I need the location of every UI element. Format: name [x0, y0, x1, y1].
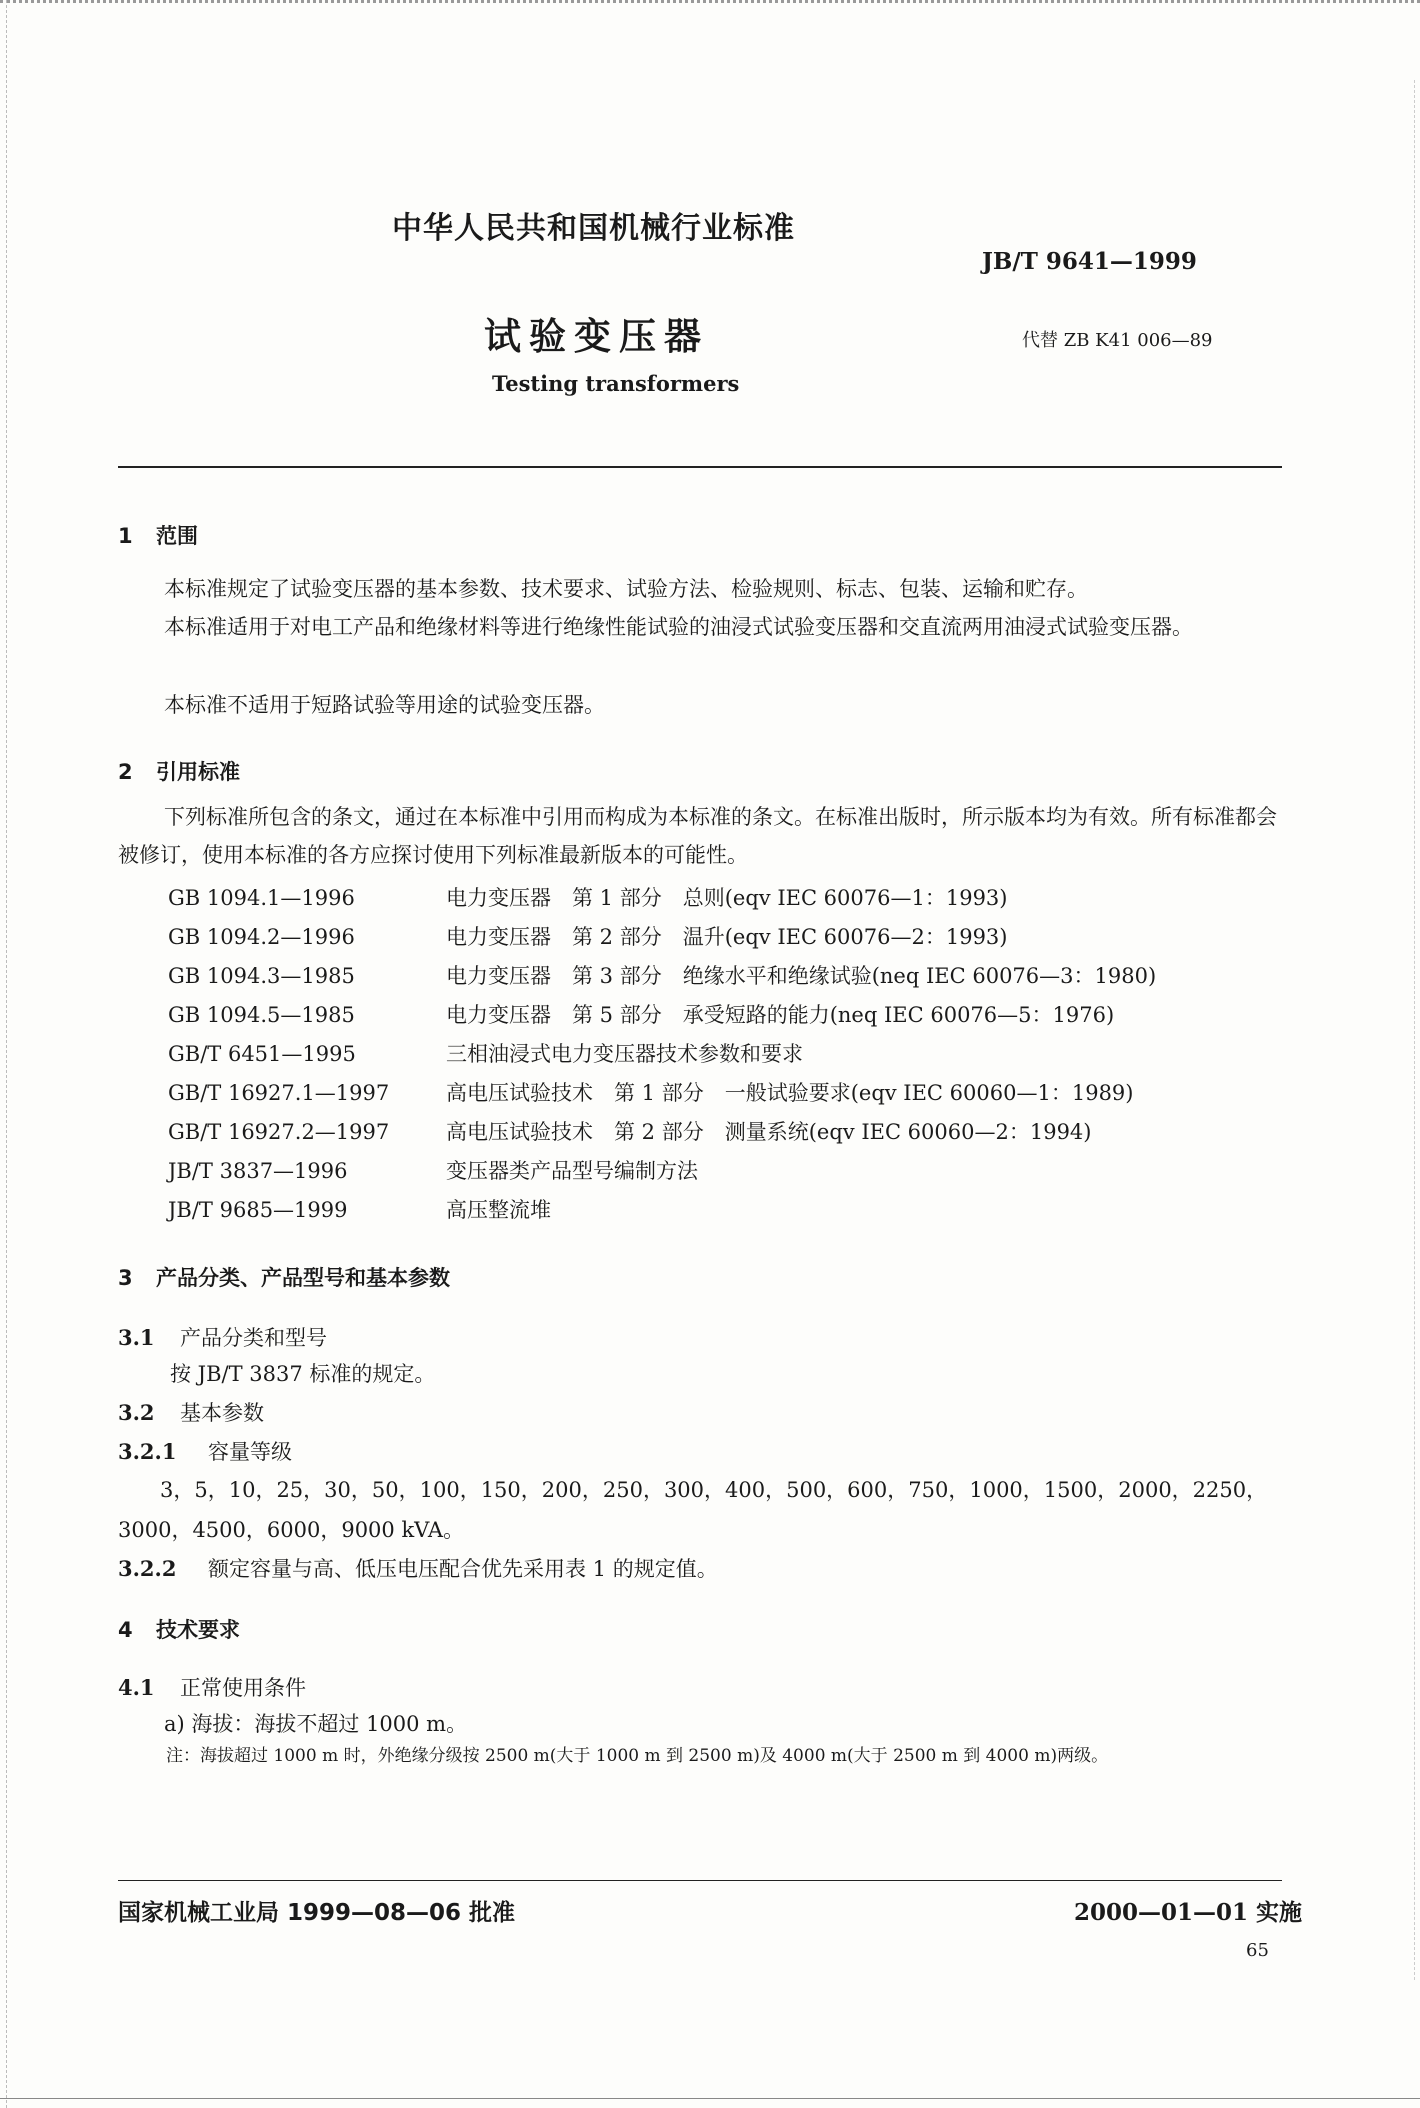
header-divider: [118, 466, 1282, 468]
clause-3-2-1: [118, 1436, 292, 1466]
reference-title: 电力变压器 第 2 部分 温升(eqv IEC 60076—2：1993): [446, 925, 1008, 949]
reference-title: 电力变压器 第 3 部分 绝缘水平和绝缘试验(neq IEC 60076—3：1980): [446, 964, 1157, 988]
scan-left-edge: [6, 0, 7, 2108]
reference-code: GB 1094.1—1996: [168, 886, 355, 910]
reference-code: GB/T 16927.2—1997: [168, 1120, 390, 1144]
section-title: 范围: [156, 524, 198, 548]
clause-4-1: [118, 1672, 306, 1702]
section-1-paragraph-2: 本标准适用于对电工产品和绝缘材料等进行绝缘性能试验的油浸式试验变压器和交直流两用油浸式试验变压器。: [164, 615, 1193, 639]
reference-code: JB/T 9685—1999: [168, 1198, 348, 1222]
scan-top-edge: [0, 0, 1420, 11]
footer-divider: [118, 1880, 1282, 1881]
section-1-paragraph-1: 本标准规定了试验变压器的基本参数、技术要求、试验方法、检验规则、标志、包装、运输和贮存。: [164, 577, 1088, 601]
clause-number: 4.1: [118, 1675, 155, 1700]
clause-number: 3.1: [118, 1325, 155, 1350]
clause-3-1: [118, 1322, 327, 1352]
reference-code: GB/T 16927.1—1997: [168, 1081, 390, 1105]
clause-3-2: [118, 1397, 264, 1427]
capacity-list-line-2: 3000，4500，6000，9000 kVA。: [118, 1518, 465, 1542]
reference-item: [168, 1038, 803, 1068]
section-title: 引用标准: [156, 760, 240, 784]
issuing-organization: 中华人民共和国机械行业标准: [392, 211, 795, 246]
section-3-heading: [118, 1262, 450, 1292]
reference-title: 电力变压器 第 1 部分 总则(eqv IEC 60076—1：1993): [446, 886, 1008, 910]
reference-item: [168, 1155, 698, 1185]
section-number: 1: [118, 524, 133, 548]
clause-3-1-text: 按 JB/T 3837 标准的规定。: [170, 1362, 436, 1386]
altitude-note: 注：海拔超过 1000 m 时，外绝缘分级按 2500 m(大于 1000 m 到 2500 m)及 4000 m(大于 2500 m 到 4000 m)两级。: [166, 1746, 1109, 1766]
section-title: 技术要求: [156, 1618, 240, 1642]
clause-title: 基本参数: [180, 1401, 264, 1425]
reference-item: [168, 999, 1114, 1029]
clause-number: 3.2: [118, 1400, 155, 1425]
capacity-list-line-1: 3，5，10，25，30，50，100，150，200，250，300，400，500，600，750，1000，1500，2000，2250，: [160, 1478, 1268, 1502]
clause-3-2-2: [118, 1553, 718, 1583]
reference-title: 高电压试验技术 第 1 部分 一般试验要求(eqv IEC 60060—1：1989): [446, 1081, 1134, 1105]
reference-code: GB 1094.5—1985: [168, 1003, 355, 1027]
section-1-paragraph-3: 本标准不适用于短路试验等用途的试验变压器。: [164, 693, 605, 717]
reference-title: 高电压试验技术 第 2 部分 测量系统(eqv IEC 60060—2：1994): [446, 1120, 1092, 1144]
reference-title: 电力变压器 第 5 部分 承受短路的能力(neq IEC 60076—5：1976): [446, 1003, 1115, 1027]
condition-item-a: a) 海拔：海拔不超过 1000 m。: [164, 1712, 468, 1736]
section-4-heading: [118, 1614, 240, 1644]
reference-item: [168, 1116, 1091, 1146]
section-2-heading: [118, 756, 240, 786]
effective-date: 2000—01—01 实施: [1074, 1899, 1303, 1926]
reference-title: 变压器类产品型号编制方法: [446, 1159, 698, 1183]
reference-item: [168, 960, 1156, 990]
section-number: 3: [118, 1266, 133, 1290]
scan-bottom-edge: [0, 2098, 1420, 2099]
section-title: 产品分类、产品型号和基本参数: [156, 1266, 450, 1290]
section-number: 2: [118, 760, 133, 784]
reference-title: 高压整流堆: [446, 1198, 551, 1222]
reference-code: GB 1094.3—1985: [168, 964, 355, 988]
document-title-en: Testing transformers: [492, 371, 740, 396]
reference-item: [168, 1194, 551, 1224]
section-2-intro: 下列标准所包含的条文，通过在本标准中引用而构成为本标准的条文。在标准出版时，所示版本均为有效。所有标准都会被修订，使用本标准的各方应探讨使用下列标准最新版本的可能性。: [118, 805, 1277, 867]
reference-code: GB/T 6451—1995: [168, 1042, 356, 1066]
clause-text: 额定容量与高、低压电压配合优先采用表 1 的规定值。: [208, 1557, 718, 1581]
section-number: 4: [118, 1618, 133, 1642]
replaces-standard: 代替 ZB K41 006—89: [1022, 330, 1213, 351]
standard-number: JB/T 9641—1999: [982, 248, 1197, 275]
clause-title: 正常使用条件: [180, 1676, 306, 1700]
page-number: 65: [1246, 1940, 1269, 1961]
clause-title: 容量等级: [208, 1440, 292, 1464]
reference-item: [168, 1077, 1133, 1107]
reference-item: [168, 921, 1007, 951]
clause-title: 产品分类和型号: [180, 1326, 327, 1350]
reference-code: GB 1094.2—1996: [168, 925, 355, 949]
clause-number: 3.2.1: [118, 1439, 177, 1464]
document-title-cn: 试验变压器: [484, 315, 709, 358]
approval-line: 国家机械工业局 1999—08—06 批准: [118, 1900, 516, 1926]
reference-code: JB/T 3837—1996: [168, 1159, 348, 1183]
reference-item: [168, 882, 1007, 912]
reference-title: 三相油浸式电力变压器技术参数和要求: [446, 1042, 803, 1066]
scan-right-edge: [1414, 80, 1415, 1980]
clause-number: 3.2.2: [118, 1556, 177, 1581]
section-1-heading: [118, 520, 198, 550]
